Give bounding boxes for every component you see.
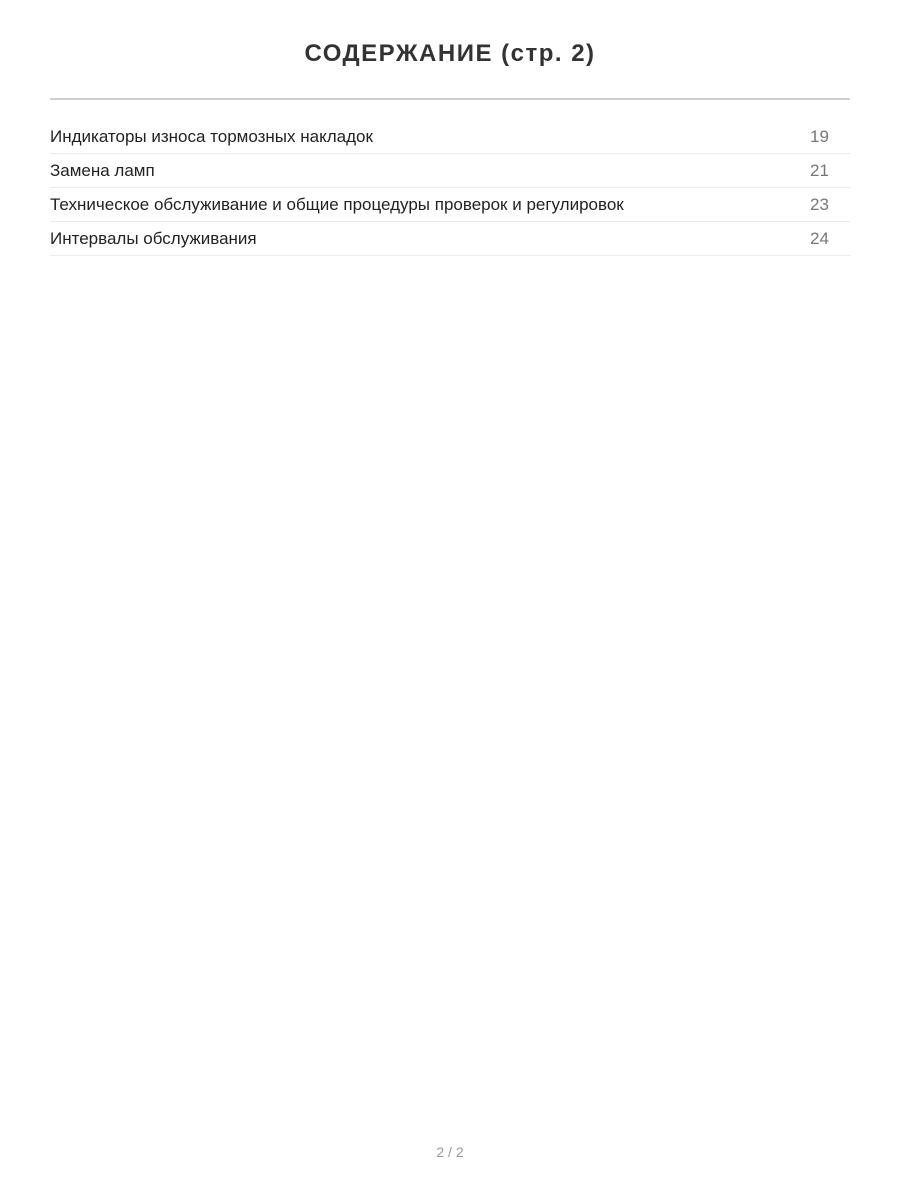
toc-entry-page-number: 19 xyxy=(810,127,829,146)
toc-entry-page-number: 23 xyxy=(810,195,829,214)
page-indicator: 2 / 2 xyxy=(436,1144,464,1160)
toc-entry-title: Интервалы обслуживания xyxy=(50,229,257,248)
toc-entry-title: Индикаторы износа тормозных накладок xyxy=(50,127,373,146)
title-divider xyxy=(50,98,850,100)
toc-entry-service-intervals[interactable] xyxy=(50,222,850,256)
toc-entry-maintenance-procedures[interactable] xyxy=(50,188,850,222)
toc-entry-page-number: 21 xyxy=(810,161,829,180)
toc-entry-brake-pad-wear-indicators[interactable] xyxy=(50,120,850,154)
toc-entry-title: Техническое обслуживание и общие процедуры проверок и регулировок xyxy=(50,195,624,214)
toc-entry-title: Замена ламп xyxy=(50,161,155,180)
toc-entry-lamp-replacement[interactable] xyxy=(50,154,850,188)
table-of-contents xyxy=(50,120,850,256)
page-title: СОДЕРЖАНИЕ (стр. 2) xyxy=(304,40,596,67)
toc-entry-page-number: 24 xyxy=(810,229,829,248)
